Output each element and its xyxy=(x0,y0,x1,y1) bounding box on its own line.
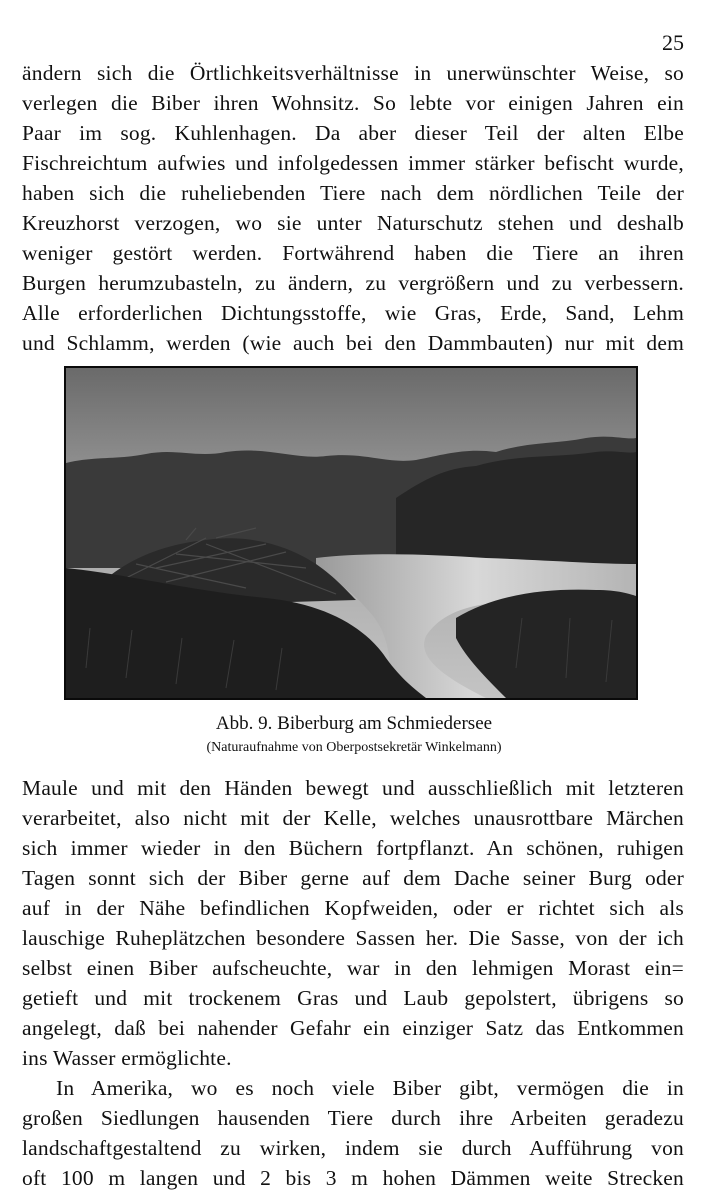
text-line: haben sich die ruheliebenden Tiere nach dem nördlichen Teile der xyxy=(22,181,684,205)
text-line: weniger gestört werden. Fortwährend haben die Tiere an ihren xyxy=(22,241,684,265)
text-line: selbst einen Biber aufscheuchte, war in den lehmigen Morast ein= xyxy=(22,956,684,980)
text-line: In Amerika, wo es noch viele Biber gibt, vermögen die in xyxy=(56,1076,684,1100)
text-line: Paar im sog. Kuhlenhagen. Da aber dieser Teil der alten Elbe xyxy=(22,121,684,145)
text-line: landschaftgestaltend zu wirken, indem sie durch Aufführung von xyxy=(22,1136,684,1160)
paragraph-top xyxy=(22,58,684,358)
page-number: 25 xyxy=(662,30,684,55)
photo-illustration xyxy=(66,368,636,698)
text-line: ändern sich die Örtlichkeitsverhältnisse in unerwünschter Weise, so xyxy=(22,61,684,85)
text-line: verarbeitet, also nicht mit der Kelle, welches unausrottbare Märchen xyxy=(22,806,684,830)
text-line: Kreuzhorst verzogen, wo sie unter Naturschutz stehen und deshalb xyxy=(22,211,684,235)
text-line: oft 100 m langen und 2 bis 3 m hohen Dämmen weite Strecken xyxy=(22,1166,684,1190)
text-line: verlegen die Biber ihren Wohnsitz. So lebte vor einigen Jahren ein xyxy=(22,91,684,115)
text-line: ins Wasser ermöglichte. xyxy=(22,1046,232,1070)
figure-credit: (Naturaufnahme von Oberpostsekretär Winkelmann) xyxy=(206,740,502,755)
text-line: angelegt, daß bei nahender Gefahr ein einziger Satz das Entkommen xyxy=(22,1016,684,1040)
text-line: Fischreichtum aufwies und infolgedessen immer stärker befischt wurde, xyxy=(22,151,684,175)
text-line: Tagen sonnt sich der Biber gerne auf dem Dache seiner Burg oder xyxy=(22,866,684,890)
text-line: Alle erforderlichen Dichtungsstoffe, wie Gras, Erde, Sand, Lehm xyxy=(22,301,684,325)
figure-caption: Abb. 9. Biberburg am Schmiedersee xyxy=(215,713,493,734)
text-line: Burgen herumzubasteln, zu ändern, zu vergrößern und zu verbessern. xyxy=(22,271,684,295)
beaver-lodge-photo xyxy=(64,366,638,700)
text-line: getieft und mit trockenem Gras und Laub gepolstert, übrigens so xyxy=(22,986,684,1010)
text-line: auf in der Nähe befindlichen Kopfweiden, oder er richtet sich als xyxy=(22,896,684,920)
text-line: Maule und mit den Händen bewegt und ausschließlich mit letzteren xyxy=(22,776,684,800)
text-line: und Schlamm, werden (wie auch bei den Dammbauten) nur mit dem xyxy=(22,331,684,355)
text-line: sich immer wieder in den Büchern fortpflanzt. An schönen, ruhigen xyxy=(22,836,684,860)
text-line: großen Siedlungen hausenden Tiere durch ihre Arbeiten geradezu xyxy=(22,1106,684,1130)
text-line: lauschige Ruheplätzchen besondere Sassen her. Die Sasse, von der ich xyxy=(22,926,684,950)
paragraph-bottom xyxy=(22,773,684,1193)
